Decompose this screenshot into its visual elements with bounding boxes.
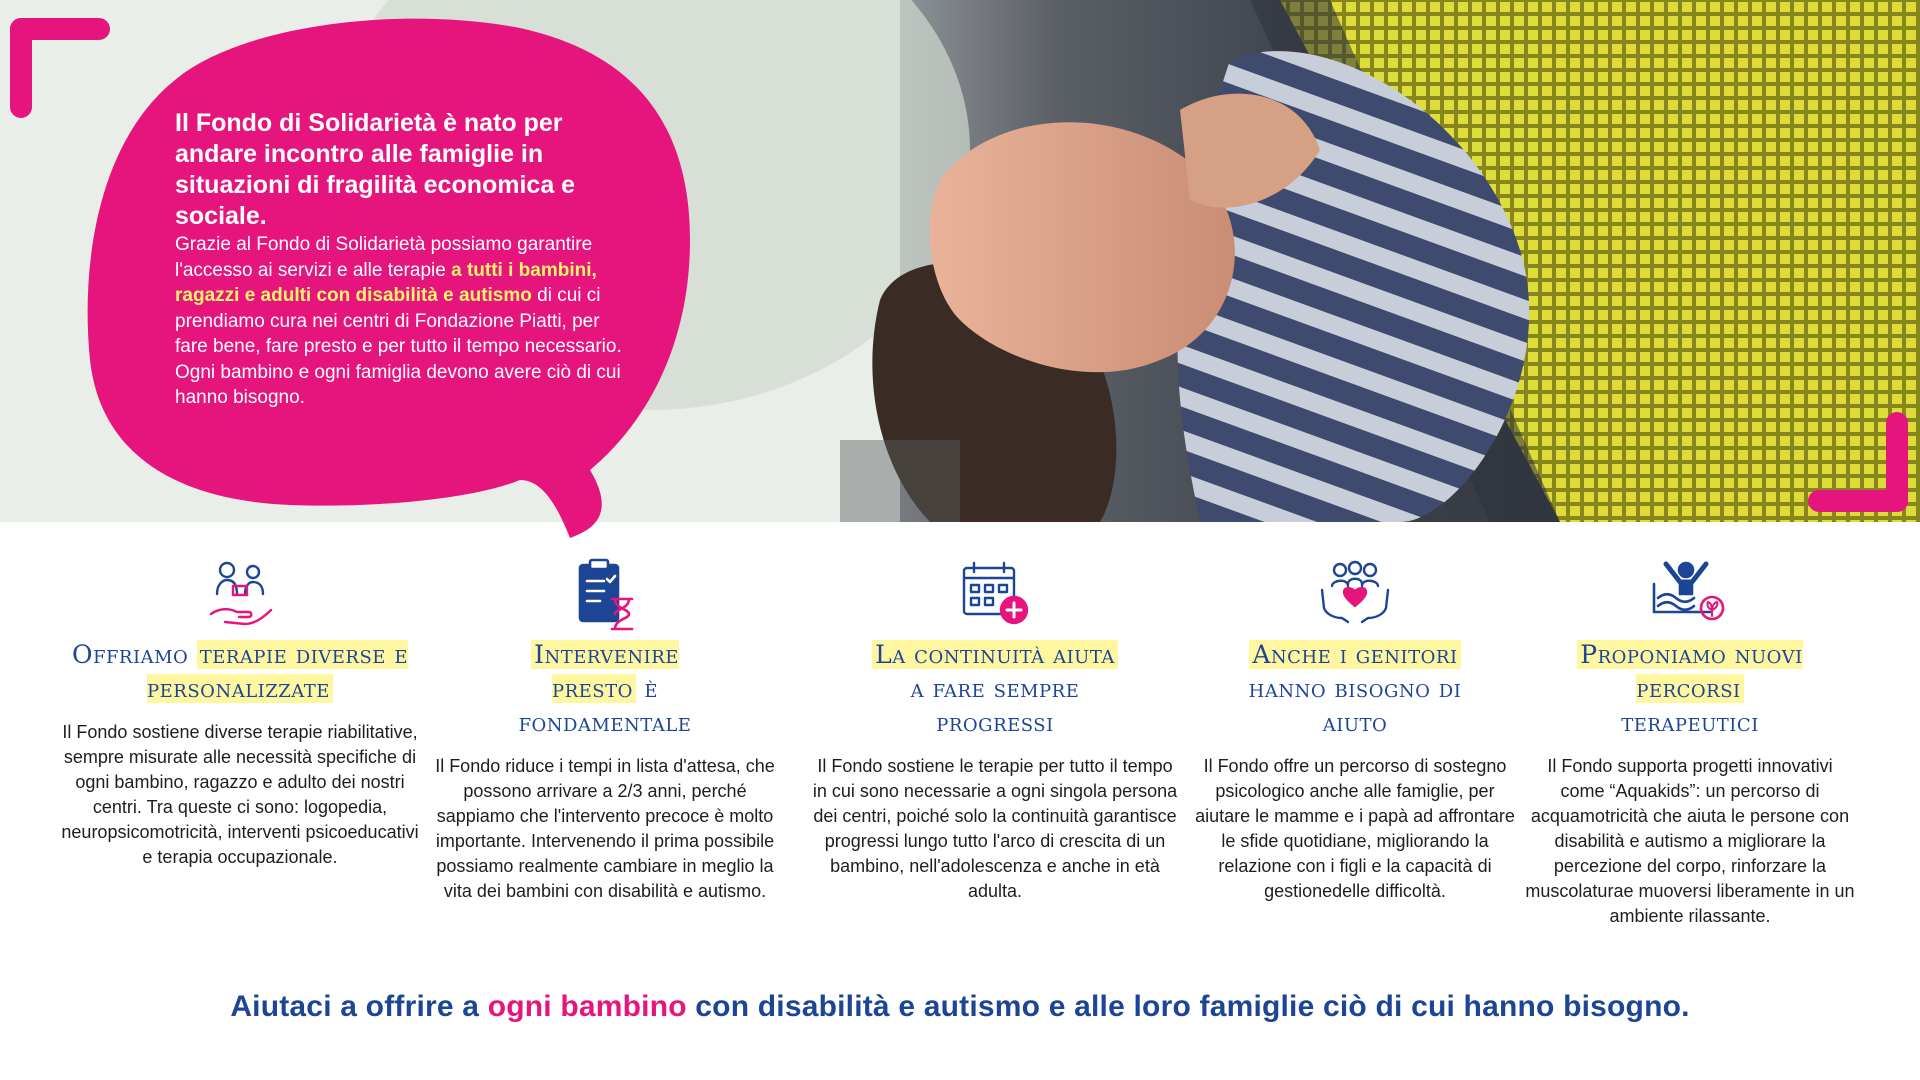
calendar-plus-icon [805,548,1185,638]
speech-bubble-text [175,108,635,411]
feature-title [1570,638,1810,740]
feature-title-post: hanno bisogno di aiuto [1248,674,1462,737]
feature-title-post: a fare sempre progressi [910,674,1080,737]
feature-description: Il Fondo sostiene le terapie per tutto il tempo in cui sono necessarie a ogni singola persona dei centri, poiché solo la continuità garantisce progressi lungo tutto l'arco di crescita di un bambino, nell'adolescenza e anche in età adulta. [812,756,1178,901]
bubble-body [175,232,635,411]
feature-title [50,638,430,706]
feature-title-pre: Offriamo [71,640,197,669]
feature-title-highlight: La continuità aiuta [872,640,1118,669]
feature-title [485,638,725,740]
feature-description: Il Fondo offre un percorso di sostegno psicologico anche alle famiglie, per aiutare le mamme e i papà ad affrontare le sfide quotidiane, migliorando la relazione con i figli e la capacità di gestionedelle difficoltà. [1195,756,1515,901]
feature-title-highlight: Proponiamo nuovi percorsi [1577,640,1802,703]
bubble-body-highlight: a tutti i bambini, ragazzi e adulti con disabilità e autismo [175,259,597,306]
tagline-highlight: ogni bambino [487,990,687,1023]
feature-description: Il Fondo sostiene diverse terapie riabilitative, sempre misurate alle necessità specifiche di ogni bambino, ragazzo e adulto dei nostri centri. Tra queste ci sono: logopedia, neuropsicomotricità, interventi psicoeducativi e terapia occupazionale. [61,722,419,867]
feature-early-intervention [415,548,795,904]
swimmer-water-icon [1500,548,1880,638]
feature-continuity [805,548,1185,904]
feature-parents [1165,548,1545,904]
corner-accent-bottom-right [1808,412,1908,512]
bubble-body-rest: di cui ci prendiamo cura nei centri di Fondazione Piatti, per fare bene, fare presto e per tutto il tempo necessario. Ogni bambino e ogni famiglia devono avere ciò di cui hanno bisogno. [175,285,622,408]
therapy-hands-icon [50,548,430,638]
features-section [0,548,1920,948]
feature-title-highlight: Intervenire presto [531,640,679,703]
feature-title-post: terapeutici [1621,708,1759,737]
feature-description: Il Fondo riduce i tempi in lista d'attesa, che possono arrivare a 2/3 anni, perché sappiamo che l'intervento precoce è molto importante. Intervenendo il prima possibile possiamo realmente cambiare in meglio la vita dei bambini con disabilità e autismo. [435,756,775,901]
feature-new-paths [1500,548,1880,929]
feature-therapies [50,548,430,870]
bottom-tagline [0,990,1920,1024]
feature-description: Il Fondo supporta progetti innovativi come “Aquakids”: un percorso di acquamotricità che aiuta le persone con disabilità e autismo a migliorare la percezione del corpo, rinforzare la muscolaturae muoversi liberamente in un ambiente rilassante. [1525,756,1855,926]
feature-title-highlight: Anche i genitori [1249,640,1460,669]
feature-title [865,638,1125,740]
clipboard-hourglass-icon [415,548,795,638]
feature-title-post: è fondamentale [518,674,692,737]
bubble-title: Il Fondo di Solidarietà è nato per andare incontro alle famiglie in situazioni di fragilità economica e sociale. [175,109,576,230]
bubble-body-intro: Grazie al Fondo di Solidarietà possiamo garantire l'accesso ai servizi e alle terapie [175,234,593,281]
feature-title [1215,638,1495,740]
feature-title-highlight: terapie diverse e personalizzate [147,640,409,703]
tagline-pre: Aiutaci a offrire a [230,990,488,1023]
family-heart-hands-icon [1165,548,1545,638]
tagline-post: con disabilità e autismo e alle loro famiglie ciò di cui hanno bisogno. [686,990,1690,1023]
